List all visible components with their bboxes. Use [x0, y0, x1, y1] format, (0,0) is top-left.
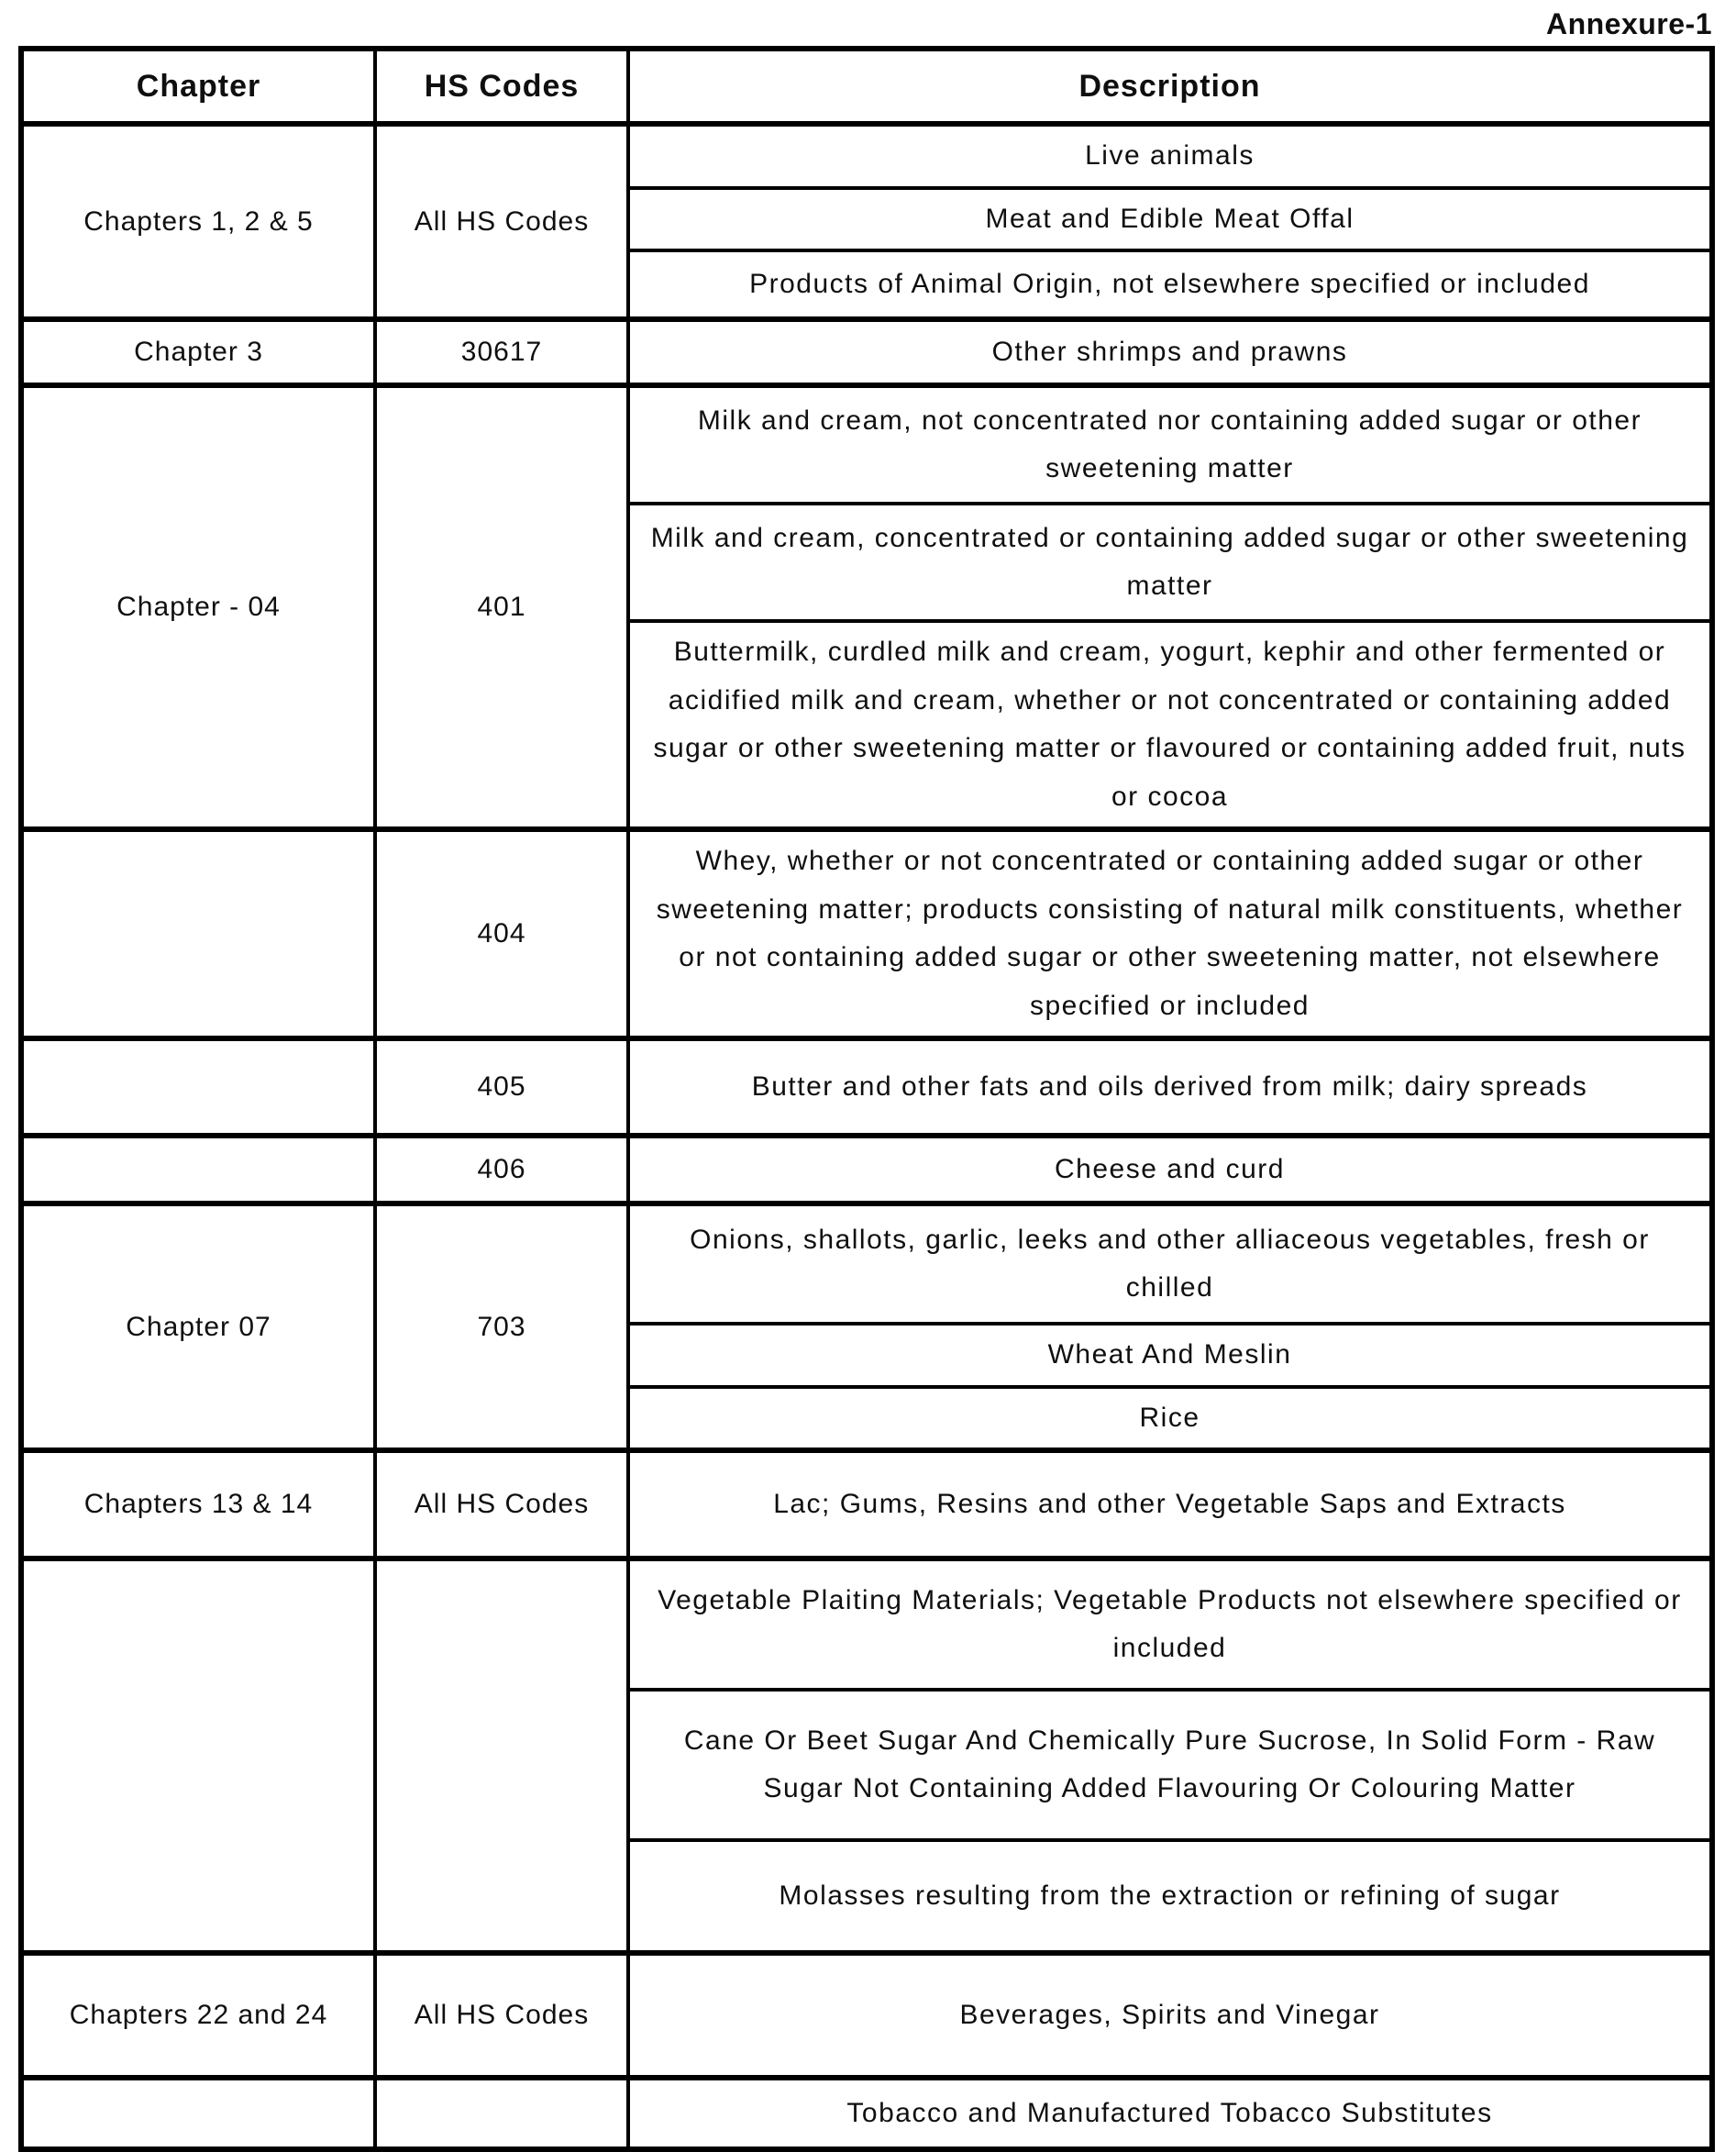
table-row: [21, 385, 1712, 504]
col-header-hs-codes: HS Codes: [375, 49, 628, 124]
table-row: [21, 1559, 1712, 1690]
description-cell: Beverages, Spirits and Vinegar: [628, 1953, 1712, 2078]
hs-code-cell: 406: [375, 1136, 628, 1204]
description-cell: Buttermilk, curdled milk and cream, yogurt, kephir and other fermented or acidified milk and cream, whether or not concentrated or containing added sugar or other sweetening matter or flavoured or containing added fruit, nuts or cocoa: [628, 621, 1712, 829]
hs-code-cell: [375, 2078, 628, 2149]
description-cell: Products of Animal Origin, not elsewhere specified or included: [628, 250, 1712, 319]
chapter-cell: [21, 829, 375, 1038]
hs-code-cell: [375, 1559, 628, 1953]
chapter-cell: Chapter 3: [21, 319, 375, 385]
chapter-cell: [21, 1038, 375, 1136]
chapter-cell: Chapters 13 & 14: [21, 1450, 375, 1559]
description-cell: Milk and cream, not concentrated nor containing added sugar or other sweetening matter: [628, 385, 1712, 504]
chapter-cell: Chapter - 04: [21, 385, 375, 829]
chapter-cell: [21, 1136, 375, 1204]
hs-code-cell: 401: [375, 385, 628, 829]
hs-code-cell: 404: [375, 829, 628, 1038]
description-cell: Lac; Gums, Resins and other Vegetable Saps and Extracts: [628, 1450, 1712, 1559]
description-cell: Vegetable Plaiting Materials; Vegetable Products not elsewhere specified or included: [628, 1559, 1712, 1690]
table-row: [21, 1953, 1712, 2078]
description-cell: Rice: [628, 1387, 1712, 1451]
hs-code-cell: 30617: [375, 319, 628, 385]
description-cell: Onions, shallots, garlic, leeks and other alliaceous vegetables, fresh or chilled: [628, 1204, 1712, 1324]
table-row: [21, 124, 1712, 188]
hs-code-cell: All HS Codes: [375, 124, 628, 319]
description-cell: Butter and other fats and oils derived from milk; dairy spreads: [628, 1038, 1712, 1136]
table-row: [21, 1204, 1712, 1324]
chapter-cell: Chapters 22 and 24: [21, 1953, 375, 2078]
description-cell: Tobacco and Manufactured Tobacco Substitutes: [628, 2078, 1712, 2149]
description-cell: Other shrimps and prawns: [628, 319, 1712, 385]
chapter-cell: [21, 2078, 375, 2149]
description-cell: Cane Or Beet Sugar And Chemically Pure Sucrose, In Solid Form - Raw Sugar Not Containing Added Flavouring Or Colouring Matter: [628, 1690, 1712, 1840]
annexure-label: Annexure-1: [1545, 7, 1712, 40]
description-cell: Live animals: [628, 124, 1712, 188]
description-cell: Wheat And Meslin: [628, 1324, 1712, 1387]
description-cell: Whey, whether or not concentrated or containing added sugar or other sweetening matter; products consisting of natural milk constituents, whether or not containing added sugar or other sweetening matter, not elsewhere specified or included: [628, 829, 1712, 1038]
chapter-cell: [21, 1559, 375, 1953]
hs-code-cell: 703: [375, 1204, 628, 1450]
table-row: [21, 1038, 1712, 1136]
table-row: [21, 1450, 1712, 1559]
description-cell: Milk and cream, concentrated or containing added sugar or other sweetening matter: [628, 504, 1712, 621]
header-row: [21, 49, 1712, 124]
description-cell: Cheese and curd: [628, 1136, 1712, 1204]
hs-code-cell: All HS Codes: [375, 1450, 628, 1559]
hs-code-cell: 405: [375, 1038, 628, 1136]
hs-codes-table: [18, 46, 1715, 2152]
table-row: [21, 829, 1712, 1038]
hs-code-cell: All HS Codes: [375, 1953, 628, 2078]
col-header-description: Description: [628, 49, 1712, 124]
table-row: [21, 1136, 1712, 1204]
description-cell: Meat and Edible Meat Offal: [628, 188, 1712, 251]
description-cell: Molasses resulting from the extraction or refining of sugar: [628, 1840, 1712, 1953]
table-row: [21, 2078, 1712, 2149]
col-header-chapter: Chapter: [21, 49, 375, 124]
table-row: [21, 319, 1712, 385]
chapter-cell: Chapter 07: [21, 1204, 375, 1450]
chapter-cell: Chapters 1, 2 & 5: [21, 124, 375, 319]
